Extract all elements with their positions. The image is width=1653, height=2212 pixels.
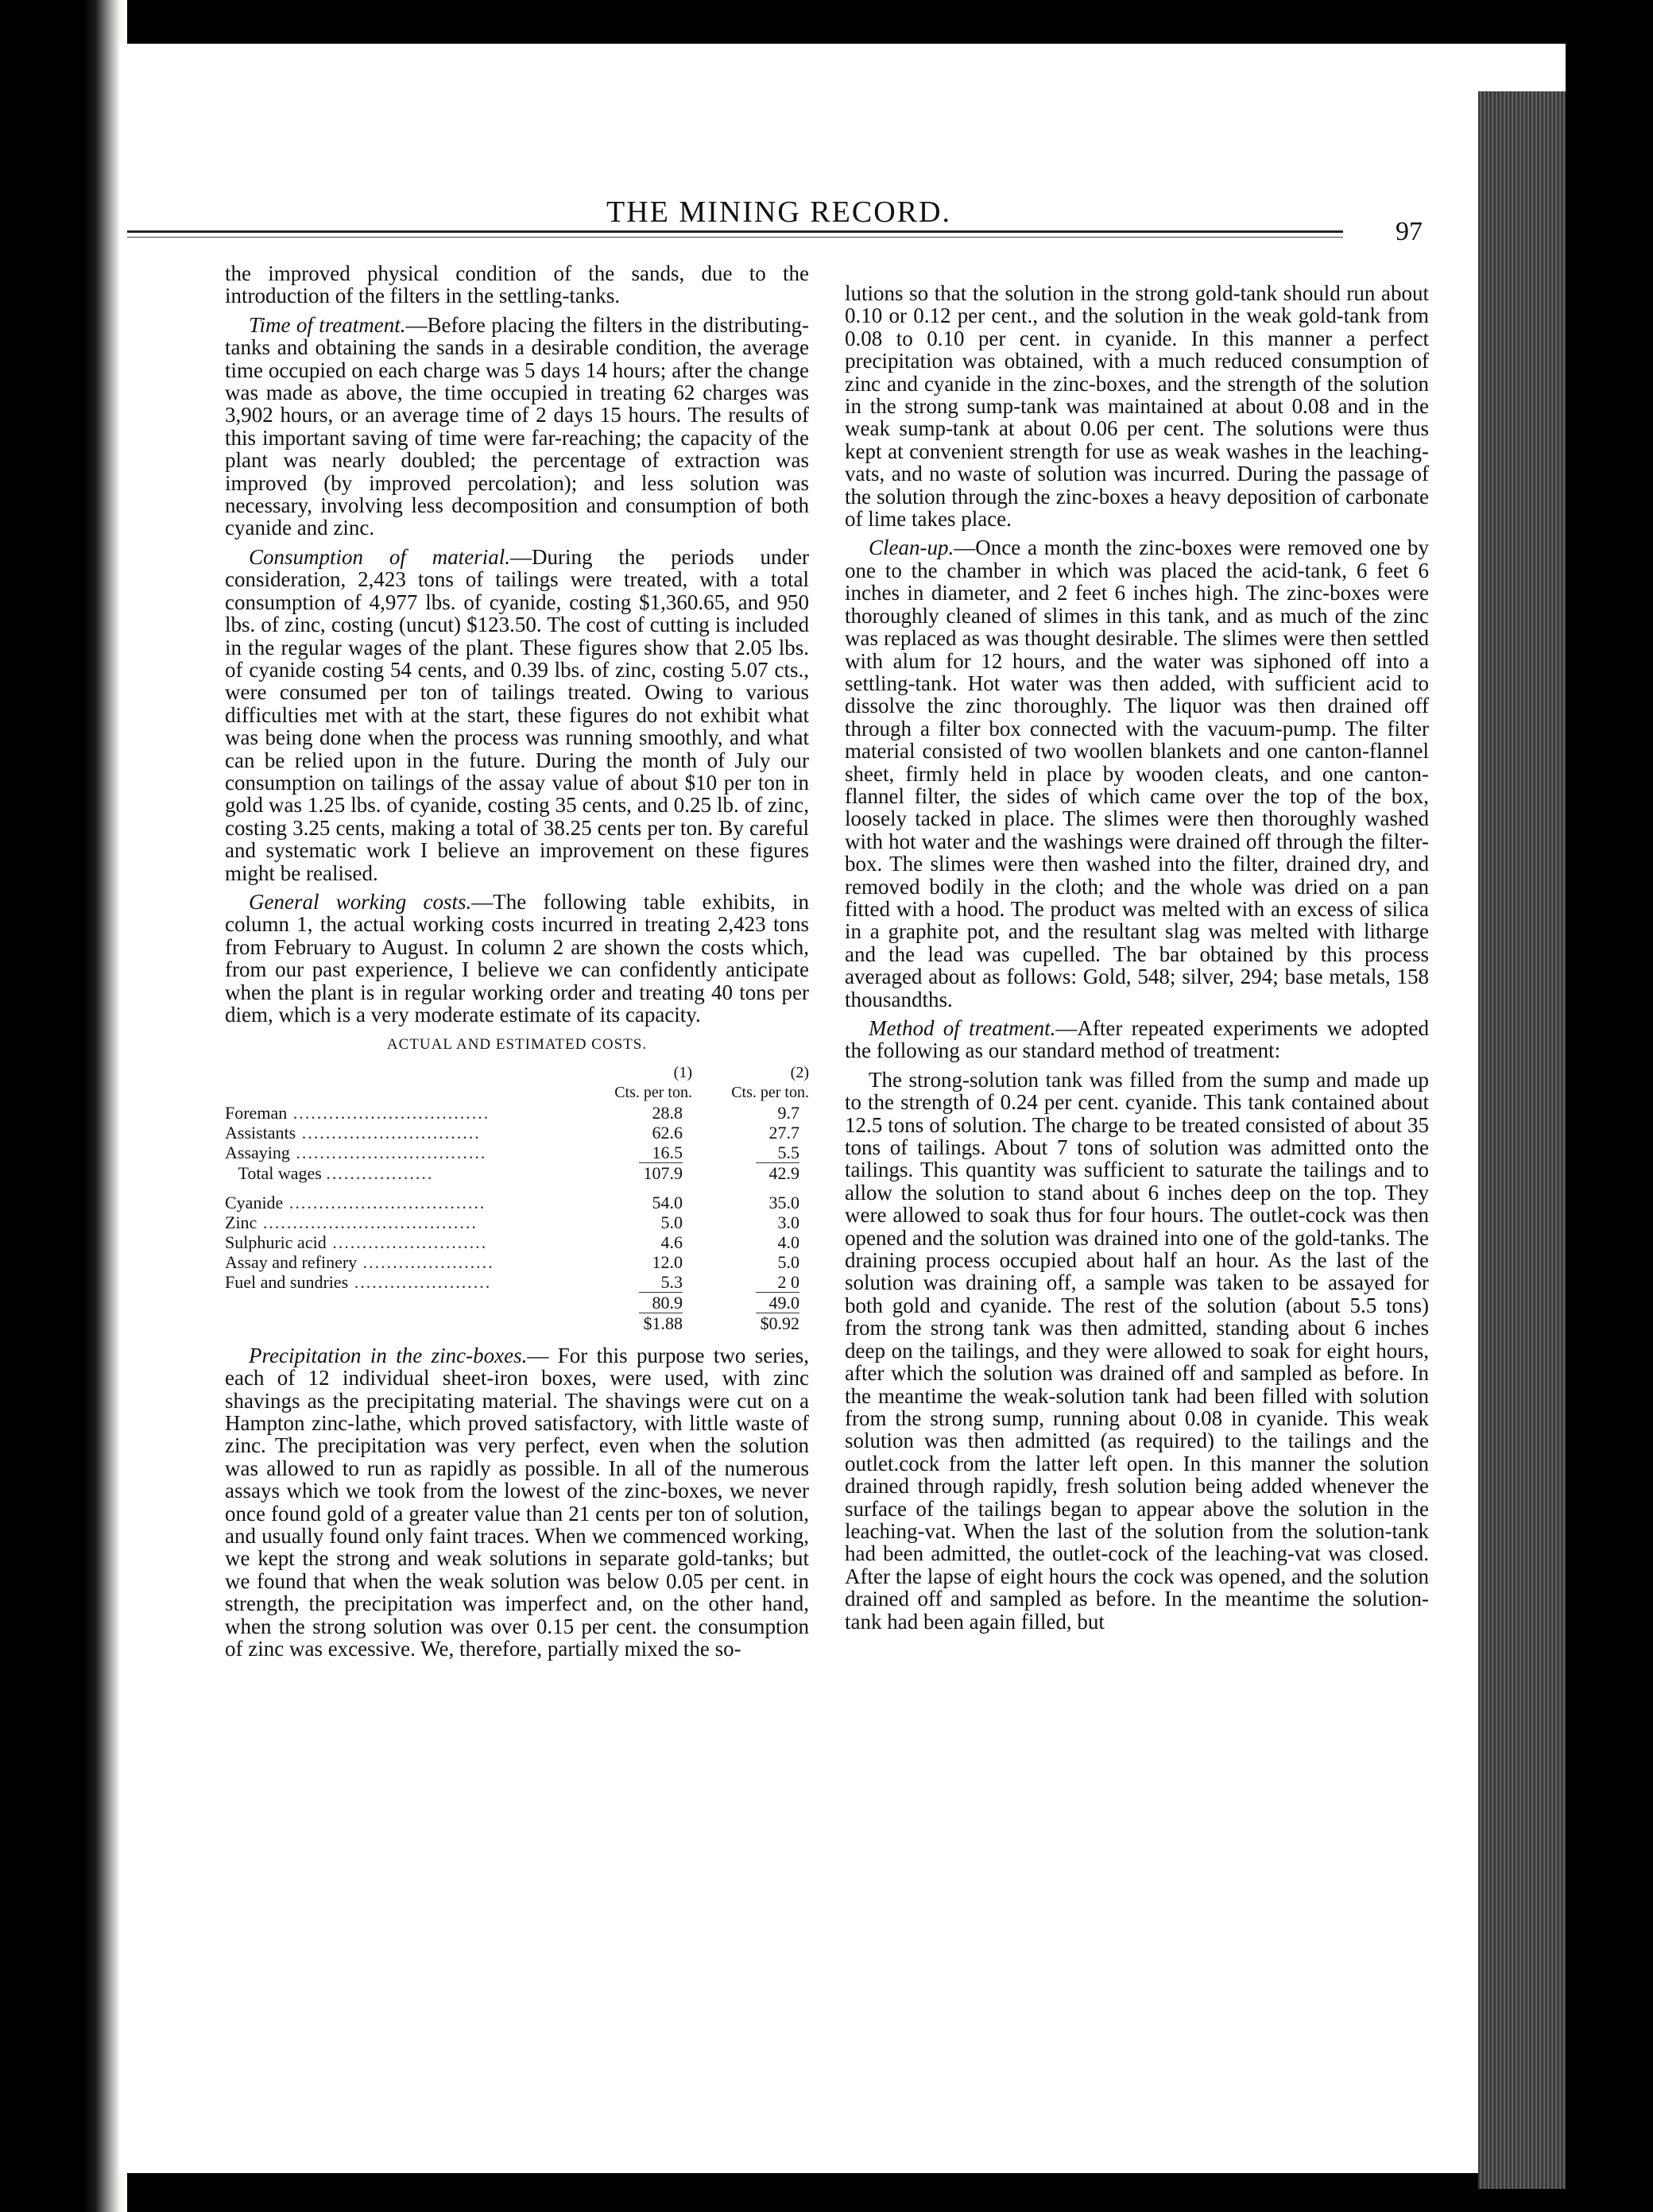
cell-value: 54.0 xyxy=(652,1192,683,1212)
table-row xyxy=(225,1193,809,1212)
page-header xyxy=(127,195,1430,246)
cell-value: 49.0 xyxy=(768,1292,799,1313)
column-unit: Cts. per ton. xyxy=(731,1083,809,1101)
costs-table xyxy=(225,1063,809,1333)
cell-value: 5.0 xyxy=(777,1251,799,1272)
header-rule xyxy=(127,230,1343,233)
table-header-row xyxy=(225,1083,809,1103)
table-row: Total wages .................. 107.9 42.9 xyxy=(225,1163,809,1183)
row-label: Sulphuric acid xyxy=(225,1232,327,1252)
table-row xyxy=(225,1103,809,1123)
paragraph-text: —The following table exhibits, in column 1, the actual working costs incurred in treating 2,423 tons from February to August. In column 2 are shown the costs which, from our past experience, I believe we can confidently anticipate when the plant is in regular working order and treating 40 tons per diem, which is a very moderate estimate of its capacity. xyxy=(225,889,809,1027)
paragraph: the improved physical condition of the sands, due to the introduction of the filters in the settling-tanks. xyxy=(225,262,809,308)
paragraph xyxy=(225,314,809,539)
leader-dots: ................................ xyxy=(289,1142,487,1162)
leader-dots: ................................. xyxy=(283,1192,486,1212)
right-column xyxy=(845,282,1429,2070)
cell-value: 62.6 xyxy=(652,1122,683,1143)
table-row xyxy=(225,1252,809,1272)
leader-dots: ...................... xyxy=(357,1251,494,1272)
paragraph: The strong-solution tank was filled from the sump and made up to the strength of 0.24 per cent. cyanide. This tank contained about 12.5 tons of solution. The charge to be treated consisted of about 35 tons of tailings. About 7 tons of solution was admitted onto the tailings. This quantity was sufficient to saturate the tailings and to allow the solution to stand about 6 inches deep on the top. They were allowed to soak thus for four hours. The outlet-cock was then opened and the solution was drained into one of the gold-tanks. The draining process occupied about half an hour. As the last of the solution was draining off, a sample was taken to be assayed for both gold and cyanide. The rest of the solution (about 5.5 tons) from the strong tank was then admitted, standing about 6 inches deep on the tailings, and they were allowed to soak for eight hours, after which the solution was drained off and sampled as before. In the meantime the weak-solution tank had been filled with solution from the strong sump, running about 0.08 in cyanide. This weak solution was then admitted (as required) to the tailings and the outlet.cock from the latter left open. In this manner the solution drained through rapidly, fresh solution being added whenever the surface of the tailings began to appear above the solution in the leaching-vat. When the last of the solution from the solution-tank had been admitted, the outlet-cock of the leaching-vat was closed. After the lapse of eight hours the cock was opened, and the solution drained off and sampled as before. In the meantime the solution-tank had been again filled, but xyxy=(845,1067,1429,1634)
leader-dots: ....................... xyxy=(348,1271,492,1292)
paragraph-text: —Before placing the filters in the distributing-tanks and obtaining the sands in a desirable condition, the average time occupied on each charge was 5 days 14 hours; after the change was made as above, the time occupied in treating 62 charges was 3,902 hours, or an average time of 2 days 15 hours. The results of this important saving of time were far-reaching; the capacity of the plant was nearly doubled; the percentage of extraction was improved (by improved percolation); and less solution was necessary, involving less decomposition and consumption of both cyanide and zinc. xyxy=(225,312,809,540)
paragraph xyxy=(225,1344,809,1661)
row-label: Cyanide xyxy=(225,1192,284,1212)
cell-value: $0.92 xyxy=(760,1313,799,1333)
table-row xyxy=(225,1123,809,1143)
cell-value: 9.7 xyxy=(777,1102,799,1123)
section-heading: Clean-up. xyxy=(869,536,954,560)
left-column xyxy=(225,262,809,2082)
wage-rows xyxy=(225,1103,809,1162)
cell-value: 80.9 xyxy=(652,1292,683,1313)
table-row xyxy=(225,1272,809,1292)
cell-value: 42.9 xyxy=(768,1162,799,1183)
table-title: ACTUAL AND ESTIMATED COSTS. xyxy=(386,1036,648,1054)
cell-value: 35.0 xyxy=(768,1192,799,1212)
cell-value: 5.3 xyxy=(660,1271,683,1292)
table-row xyxy=(225,1212,809,1232)
page-number: 97 xyxy=(1396,217,1423,246)
table-header-row xyxy=(225,1063,809,1083)
paragraph-text: —Once a month the zinc-boxes were removed one by one to the chamber in which was placed the acid-tank, 6 feet 6 inches in diameter, and 2 feet 6 inches high. The zinc-boxes were thoroughly cleaned of slimes in this tank, and as much of the zinc was replaced as was thought desirable. The slimes were then settled with alum for 12 hours, and the water was siphoned off into a settling-tank. Hot water was then added, with sufficient acid to dissolve the zinc thoroughly. The liquor was then drained off through a filter box connected with the vacuum-pump. The filter material consisted of two woollen blankets and one canton-flannel sheet, firmly held in place by wooden cleats, and one canton-flannel filter, the sides of which came over the top of the box, loosely tacked in place. The slimes were then thoroughly washed with hot water and the washings were drained off through the filter-box. The slimes were then washed into the filter, drained dry, and removed bodily in the cloth; and the whole was dried on a pan fitted with a hood. The product was melted with an excess of silica in a graphite pot, and the resultant slag was melted with litharge and the lead was cupelled. The bar obtained by this process averaged about as follows: Gold, 548; silver, 294; base metals, 158 thousandths. xyxy=(845,536,1429,1011)
cell-value: 107.9 xyxy=(643,1162,683,1183)
paragraph xyxy=(225,891,809,1026)
paragraph: lutions so that the solution in the strong gold-tank should run about 0.10 or 0.12 per cent., and the solution in the weak gold-tank from 0.08 to 0.10 per cent. in cyanide. In this manner a perfect precipitation was obtained, with a much reduced consumption of zinc and cyanide in the zinc-boxes, and the strength of the solution in the strong sump-tank was maintained at about 0.08 and in the weak sump-tank at about 0.06 per cent. The solutions were thus kept at convenient strength for use as weak washes in the leaching-vats, and no waste of solution was incurred. During the passage of the solution through the zinc-boxes a heavy deposition of carbonate of lime takes place. xyxy=(845,282,1429,532)
column-number: (2) xyxy=(790,1063,809,1081)
column-number: (1) xyxy=(673,1063,692,1081)
section-heading: Time of treatment. xyxy=(249,312,406,337)
row-label: Zinc xyxy=(225,1212,257,1232)
table-row xyxy=(225,1143,809,1162)
paragraph-text: —After repeated experiments we adopted the following as our standard method of treatment: xyxy=(845,1016,1429,1063)
cell-value: 4.6 xyxy=(660,1232,683,1252)
book-spine-shadow xyxy=(0,0,127,2212)
cell-value: 16.5 xyxy=(652,1142,683,1162)
cell-value: $1.88 xyxy=(643,1313,683,1333)
paragraph xyxy=(845,1017,1429,1062)
material-rows xyxy=(225,1193,809,1292)
leader-dots: .............................. xyxy=(296,1122,481,1143)
cell-value: 3.0 xyxy=(777,1212,799,1232)
column-unit: Cts. per ton. xyxy=(614,1083,692,1101)
leader-dots: .......................... xyxy=(326,1232,488,1252)
leader-dots: .................................... xyxy=(257,1212,478,1232)
row-label: Fuel and sundries xyxy=(225,1271,349,1292)
paragraph-text: — For this purpose two series, each of 12 individual sheet-iron boxes, were used, with zinc shavings as the precipitating material. The shavings were cut on a Hampton zinc-lathe, which proved satisfactory, with little waste of zinc. The precipitation was very perfect, even when the solution was allowed to run as rapidly as possible. In all of the numerous assays which we took from the lowest of the zinc-boxes, we never once found gold of a greater value than 21 cents per ton of solution, and usually found only faint traces. When we commenced working, we kept the strong and weak solutions in separate gold-tanks; but we found that when the weak solution was below 0.05 per cent. in strength, the precipitation was imperfect and, on the other hand, when the strong solution was over 0.15 per cent. the consumption of zinc was excessive. We, therefore, partially mixed the so- xyxy=(225,1343,809,1661)
cell-value: 5.0 xyxy=(660,1212,683,1232)
cell-value: 4.0 xyxy=(777,1232,799,1252)
section-heading: Method of treatment. xyxy=(869,1016,1056,1040)
cell-value: 5.5 xyxy=(777,1142,799,1162)
row-label: Assaying xyxy=(225,1142,290,1162)
table-row xyxy=(225,1293,809,1313)
row-label: Total wages xyxy=(238,1162,322,1183)
table-row xyxy=(225,1232,809,1252)
section-heading: General working costs. xyxy=(249,889,472,914)
paragraph xyxy=(225,546,809,884)
row-label: Assay and refinery xyxy=(225,1251,358,1272)
cell-value: 2 0 xyxy=(777,1271,799,1292)
paragraph xyxy=(845,536,1429,1011)
section-heading: Consumption of material. xyxy=(249,544,510,569)
paragraph-text: —During the periods under consideration, 2,423 tons of tailings were treated, with a total consumption of 4,977 lbs. of cyanide, costing $1,360.65, and 950 lbs. of zinc, costing (uncut) $123.50. The cost of cutting is included in the regular wages of the plant. These figures show that 2.05 lbs. of cyanide costing 54 cents, and 0.39 lbs. of zinc, costing 5.07 cts., were consumed per ton of tailings treated. Owing to various difficulties met with at the start, these figures do not exhibit what was being done when the process was running smoothly, and what can be relied upon in the future. During the month of July our consumption on tailings of the assay value of about $10 per ton in gold was 1.25 lbs. of cyanide, costing 35 cents, and 0.25 lb. of zinc, costing 3.25 cents, making a total of 38.25 cents per ton. By careful and systematic work I believe an improvement on these figures might be realised. xyxy=(225,544,809,885)
row-label: Foreman xyxy=(225,1102,288,1123)
leader-dots: ................................. xyxy=(287,1102,490,1123)
header-rule-thin xyxy=(127,237,1343,238)
running-title: THE MINING RECORD. xyxy=(606,195,951,229)
table-row xyxy=(225,1313,809,1333)
cell-value: 12.0 xyxy=(652,1251,683,1272)
cell-value: 28.8 xyxy=(652,1102,683,1123)
row-label: Assistants xyxy=(225,1122,296,1143)
page-stack-edge xyxy=(1478,91,1566,2189)
section-heading: Precipitation in the zinc-boxes. xyxy=(249,1343,528,1367)
cell-value: 27.7 xyxy=(768,1122,799,1143)
